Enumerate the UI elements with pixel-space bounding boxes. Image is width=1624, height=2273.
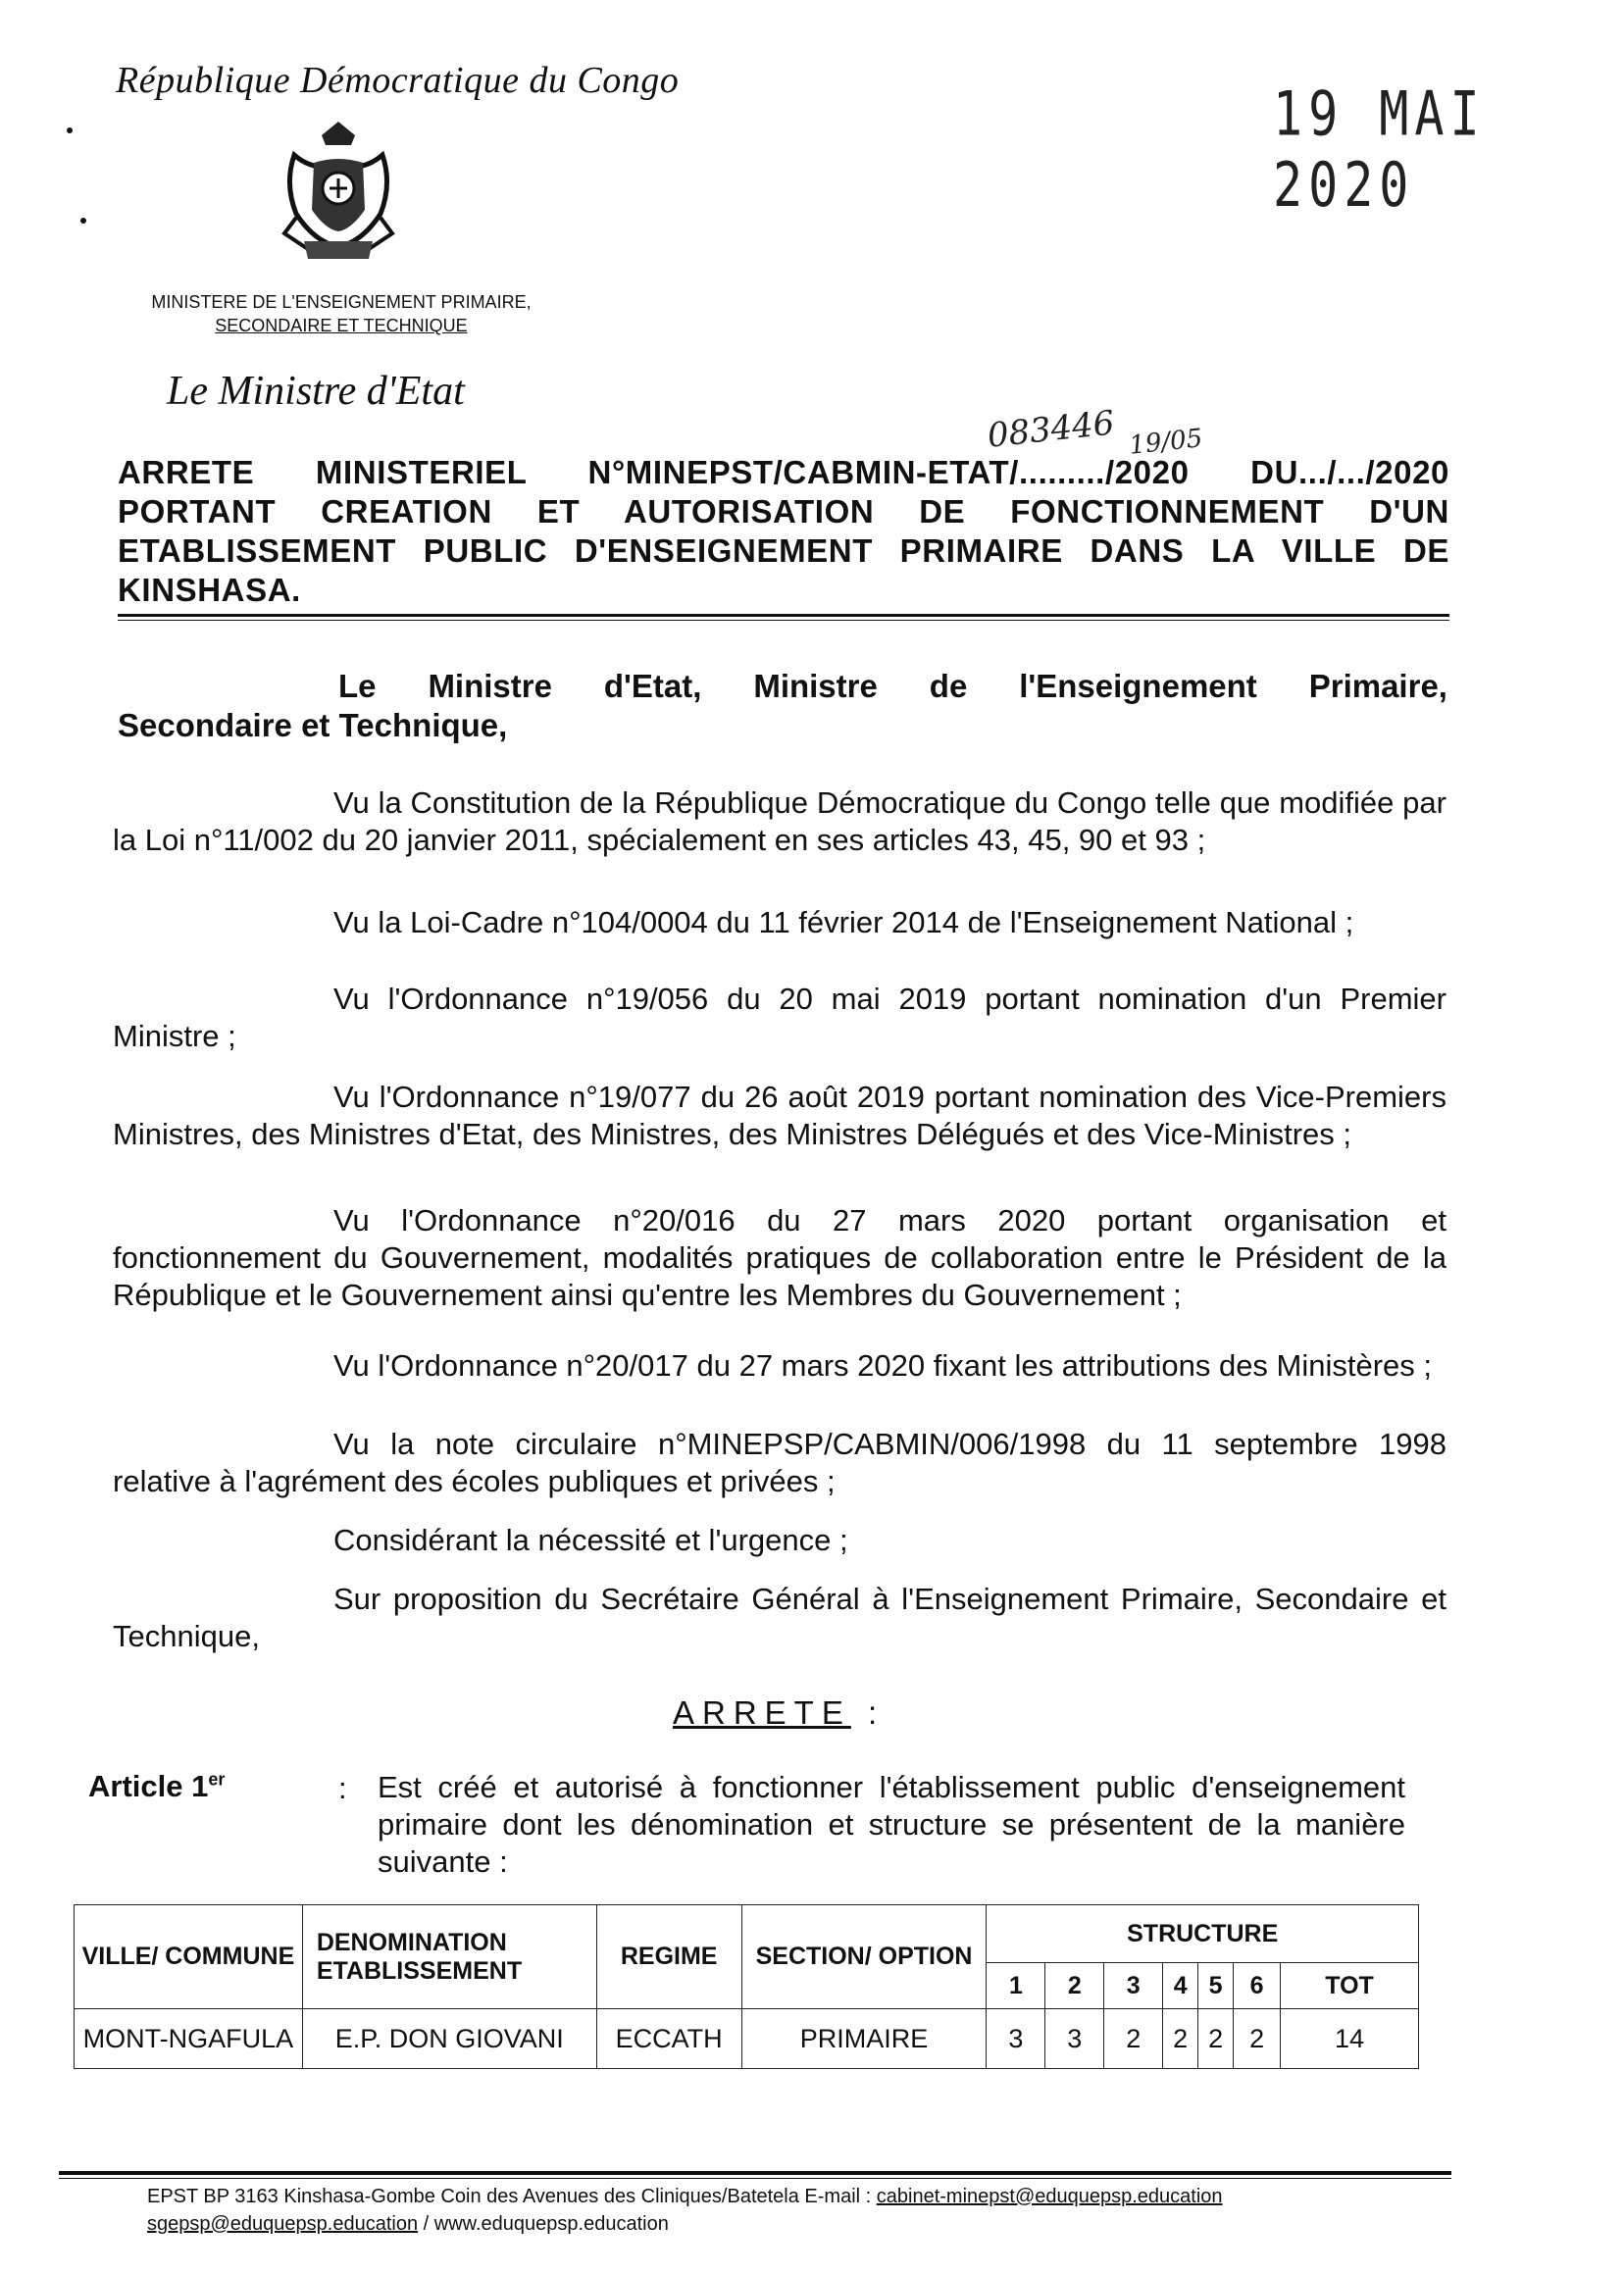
article-text: Est créé et autorisé à fonctionner l'établissement public d'enseignement primaire dont les dénomination et structure se présentent de la manière suivante :: [378, 1770, 1405, 1879]
coat-of-arms-icon: [275, 116, 402, 263]
intro-line: Secondaire et Technique,: [118, 707, 508, 743]
cell-year-count: 3: [987, 2009, 1045, 2069]
republic-heading: République Démocratique du Congo: [116, 60, 680, 101]
intro-word: de: [929, 668, 968, 704]
considerant: Vu la Constitution de la République Démocratique du Congo telle que modifiée par la Loi n°11/002 du 20 janvier 2011, spécialement en ses articles 43, 45, 90 et 93 ;: [113, 785, 1446, 857]
article-number: Article 1: [88, 1769, 209, 1803]
cell-ville: MONT-NGAFULA: [75, 2009, 303, 2069]
decree-title: [118, 453, 1449, 610]
considerant: Vu l'Ordonnance n°20/017 du 27 mars 2020 fixant les attributions des Ministères ;: [333, 1348, 1433, 1383]
article-colon: :: [338, 1771, 347, 1805]
intro-word: d'Etat,: [603, 668, 702, 704]
cell-year-count: 2: [1198, 2009, 1234, 2069]
title-divider: [118, 620, 1449, 621]
intro-word: Le: [338, 668, 377, 704]
ministry-line: SECONDAIRE ET TECHNIQUE: [215, 316, 468, 335]
minister-title: Le Ministre d'Etat: [167, 369, 465, 414]
footer-email-link[interactable]: cabinet-minepst@eduquepsp.education: [876, 2186, 1223, 2207]
cell-year-count: 2: [1163, 2009, 1198, 2069]
col-header-year: 4: [1163, 1963, 1198, 2009]
title-divider: [118, 614, 1449, 617]
considerant: Sur proposition du Secrétaire Général à l'Enseignement Primaire, Secondaire et Technique,: [113, 1582, 1446, 1653]
date-stamp: 19 MAI 2020: [1273, 78, 1486, 221]
footer-website: / www.eduquepsp.education: [418, 2213, 669, 2235]
col-header-denomination: DENOMINATION ETABLISSEMENT: [302, 1905, 596, 2009]
col-header-regime: REGIME: [596, 1905, 741, 2009]
minister-intro: [118, 667, 1447, 745]
footer-divider: [59, 2178, 1451, 2179]
arrete-colon: :: [868, 1694, 886, 1731]
title-line: KINSHASA.: [118, 572, 301, 608]
table-header-row: [75, 1905, 1419, 1963]
intro-word: Ministre: [753, 668, 878, 704]
article-label: [88, 1769, 225, 1804]
title-line: PORTANT CREATION ET AUTORISATION DE FONCTIONNEMENT D'UN: [118, 493, 1449, 530]
cell-year-count: 2: [1104, 2009, 1163, 2069]
considerant: Vu l'Ordonnance n°19/056 du 20 mai 2019 portant nomination d'un Premier Ministre ;: [113, 982, 1446, 1053]
col-header-total: TOT: [1281, 1963, 1419, 2009]
cell-section: PRIMAIRE: [741, 2009, 987, 2069]
footer-email-link[interactable]: sgepsp@eduquepsp.education: [147, 2213, 419, 2235]
col-header-year: 1: [987, 1963, 1045, 2009]
article-suffix: er: [208, 1769, 226, 1790]
arrete-word: ARRETE: [673, 1694, 851, 1731]
ministry-name: [126, 290, 557, 337]
considerant: Vu l'Ordonnance n°19/077 du 26 août 2019 portant nomination des Vice-Premiers Ministres, des Ministres d'Etat, des Ministres, des Ministres Délégués et des Vice-Ministres ;: [113, 1080, 1446, 1151]
col-header-year: 2: [1045, 1963, 1104, 2009]
title-line: ETABLISSEMENT PUBLIC D'ENSEIGNEMENT PRIMAIRE DANS LA VILLE DE: [118, 532, 1449, 569]
considerant: Considérant la nécessité et l'urgence ;: [333, 1523, 848, 1557]
col-header-structure: STRUCTURE: [987, 1905, 1419, 1963]
school-structure-table: [74, 1904, 1419, 2069]
handwritten-number: 083446: [986, 403, 1117, 456]
margin-dot: [80, 218, 86, 224]
col-header-year: 5: [1198, 1963, 1234, 2009]
cell-total: 14: [1281, 2009, 1419, 2069]
col-header-section: SECTION/ OPTION: [741, 1905, 987, 2009]
cell-denomination: E.P. DON GIOVANI: [302, 2009, 596, 2069]
intro-word: l'Enseignement: [1019, 668, 1257, 704]
title-line: ARRETE MINISTERIEL N°MINEPST/CABMIN-ETAT/........./2020 DU.../.../2020: [118, 454, 1449, 490]
cell-year-count: 2: [1234, 2009, 1281, 2069]
considerant: Vu l'Ordonnance n°20/016 du 27 mars 2020 portant organisation et fonctionnement du Gouvernement, modalités pratiques de collaboration entre le Président de la République et le Gouvernement ainsi qu'entre les Membres du Gouvernement ;: [113, 1203, 1446, 1312]
handwritten-date: 19/05: [1128, 424, 1204, 461]
footer-divider: [59, 2171, 1451, 2175]
intro-word: Primaire,: [1308, 668, 1447, 704]
col-header-ville: VILLE/ COMMUNE: [75, 1905, 303, 2009]
col-header-year: 6: [1234, 1963, 1281, 2009]
margin-dot: [67, 127, 73, 133]
footer-address: [147, 2183, 1422, 2238]
arrete-heading: [673, 1694, 885, 1732]
footer-address-text: EPST BP 3163 Kinshasa-Gombe Coin des Avenues des Cliniques/Batetela E-mail :: [147, 2186, 872, 2207]
ministry-line: MINISTERE DE L'ENSEIGNEMENT PRIMAIRE,: [151, 292, 532, 312]
considerant: Vu la Loi-Cadre n°104/0004 du 11 février 2014 de l'Enseignement National ;: [333, 905, 1354, 939]
considerant: Vu la note circulaire n°MINEPSP/CABMIN/006/1998 du 11 septembre 1998 relative à l'agrément des écoles publiques et privées ;: [113, 1427, 1446, 1498]
intro-word: Ministre: [428, 668, 552, 704]
cell-year-count: 3: [1045, 2009, 1104, 2069]
cell-regime: ECCATH: [596, 2009, 741, 2069]
table-row: [75, 2009, 1419, 2069]
col-header-year: 3: [1104, 1963, 1163, 2009]
